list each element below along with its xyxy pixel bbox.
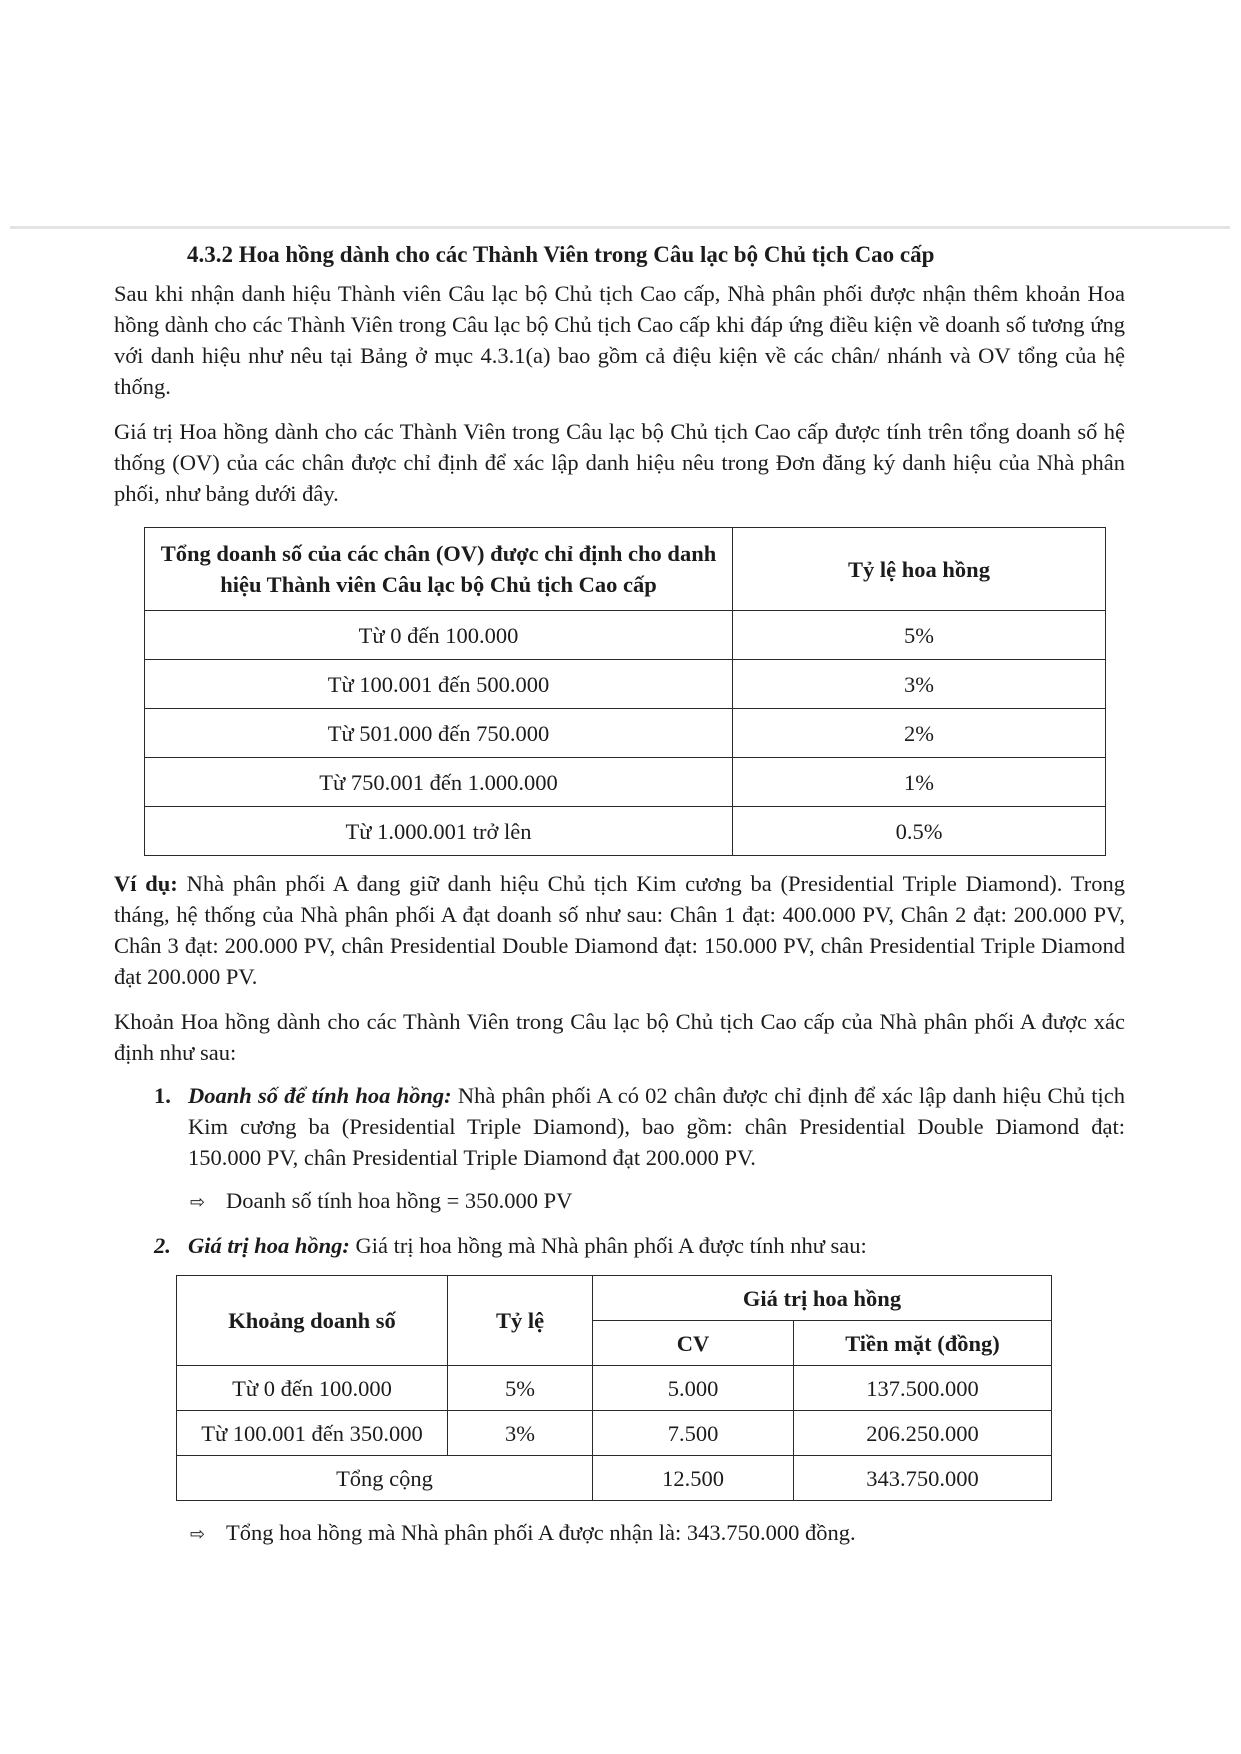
table-total-row (177, 1456, 1052, 1501)
rate-header: Tỷ lệ hoa hồng (733, 528, 1106, 611)
list-lead: Giá trị hoa hồng: (188, 1233, 350, 1258)
ov-header: Tổng doanh số của các chân (OV) được chỉ định cho danh hiệu Thành viên Câu lạc bộ Chủ tịch Cao cấp (145, 528, 733, 611)
list-item-value (114, 1230, 1125, 1261)
cash-cell: 206.250.000 (794, 1411, 1052, 1456)
list-lead: Doanh số để tính hoa hồng: (188, 1083, 452, 1108)
ov-range-cell: Từ 501.000 đến 750.000 (145, 709, 733, 758)
total-label: Tổng cộng (177, 1456, 593, 1501)
range-header: Khoảng doanh số (177, 1276, 448, 1366)
commission-rate-table (144, 527, 1106, 856)
table-row (145, 709, 1106, 758)
conclusion-line (190, 1517, 1125, 1550)
table-row (145, 807, 1106, 856)
right-arrow-icon: ⇨ (190, 1192, 206, 1213)
rate-cell: 3% (733, 660, 1106, 709)
list-text: Nhà phân phối A có 02 chân được chỉ định để xác lập danh hiệu Chủ tịch Kim cương ba (Presidential Triple Diamond), bao gồm: chân Presidential Double Diamond đạt: 150.000 PV, chân Presidential Triple Diamond đạt 200.000 PV. (188, 1083, 1125, 1170)
list-text: Giá trị hoa hồng mà Nhà phân phối A được tính như sau: (349, 1233, 867, 1258)
rate-cell: 1% (733, 758, 1106, 807)
rate-cell: 2% (733, 709, 1106, 758)
table-row (145, 611, 1106, 660)
range-cell: Từ 100.001 đến 350.000 (177, 1411, 448, 1456)
cv-cell: 5.000 (593, 1366, 794, 1411)
list-number: 1. (154, 1083, 171, 1108)
table-row (177, 1411, 1052, 1456)
rate-header: Tỷ lệ (448, 1276, 593, 1366)
determination-paragraph: Khoản Hoa hồng dành cho các Thành Viên trong Câu lạc bộ Chủ tịch Cao cấp của Nhà phân phối A được xác định như sau: (114, 1009, 1125, 1065)
total-cash-cell: 343.750.000 (794, 1456, 1052, 1501)
ov-range-cell: Từ 750.001 đến 1.000.000 (145, 758, 733, 807)
table-header-row (177, 1276, 1052, 1321)
table-row (145, 660, 1106, 709)
calculation-paragraph: Giá trị Hoa hồng dành cho các Thành Viên trong Câu lạc bộ Chủ tịch Cao cấp được tính trên tổng doanh số hệ thống (OV) của các chân được chỉ định để xác lập danh hiệu nêu trong Đơn đăng ký danh hiệu của Nhà phân phối, như bảng dưới đây. (114, 419, 1125, 506)
table-row (145, 758, 1106, 807)
section-heading: 4.3.2 Hoa hồng dành cho các Thành Viên trong Câu lạc bộ Chủ tịch Cao cấp (187, 242, 935, 267)
ov-range-cell: Từ 0 đến 100.000 (145, 611, 733, 660)
rate-cell: 5% (448, 1366, 593, 1411)
cv-cell: 7.500 (593, 1411, 794, 1456)
rate-cell: 3% (448, 1411, 593, 1456)
example-label: Ví dụ: (114, 871, 178, 896)
rate-cell: 5% (733, 611, 1106, 660)
cash-header: Tiền mặt (đồng) (794, 1321, 1052, 1366)
commission-value-table (176, 1275, 1052, 1501)
result-text: Doanh số tính hoa hồng = 350.000 PV (226, 1188, 573, 1213)
range-cell: Từ 0 đến 100.000 (177, 1366, 448, 1411)
value-header: Giá trị hoa hồng (593, 1276, 1052, 1321)
document-body (114, 238, 1125, 1550)
right-arrow-icon: ⇨ (190, 1524, 206, 1545)
example-text: Nhà phân phối A đang giữ danh hiệu Chủ tịch Kim cương ba (Presidential Triple Diamond). Trong tháng, hệ thống của Nhà phân phối A đạt doanh số như sau: Chân 1 đạt: 400.000 PV, Chân 2 đạt: 200.000 PV, Chân 3 đạt: 200.000 PV, chân Presidential Double Diamond đạt: 150.000 PV, chân Presidential Triple Diamond đạt 200.000 PV. (114, 871, 1125, 989)
rate-cell: 0.5% (733, 807, 1106, 856)
top-divider (10, 226, 1230, 229)
ov-range-cell: Từ 100.001 đến 500.000 (145, 660, 733, 709)
total-cv-cell: 12.500 (593, 1456, 794, 1501)
list-item-sales (114, 1080, 1125, 1173)
cv-header: CV (593, 1321, 794, 1366)
list-number: 2. (154, 1233, 171, 1258)
cash-cell: 137.500.000 (794, 1366, 1052, 1411)
example-paragraph (114, 868, 1125, 992)
intro-paragraph: Sau khi nhận danh hiệu Thành viên Câu lạc bộ Chủ tịch Cao cấp, Nhà phân phối được nhận thêm khoản Hoa hồng dành cho các Thành Viên trong Câu lạc bộ Chủ tịch Cao cấp khi đáp ứng điều kiện về doanh số tương ứng với danh hiệu như nêu tại Bảng ở mục 4.3.1(a) bao gồm cả điệu kiện về các chân/ nhánh và OV tổng của hệ thống. (114, 281, 1125, 399)
table-header-row (145, 528, 1106, 611)
result-line (190, 1185, 1125, 1218)
table-row (177, 1366, 1052, 1411)
ov-range-cell: Từ 1.000.001 trở lên (145, 807, 733, 856)
conclusion-text: Tổng hoa hồng mà Nhà phân phối A được nhận là: 343.750.000 đồng. (226, 1520, 856, 1545)
